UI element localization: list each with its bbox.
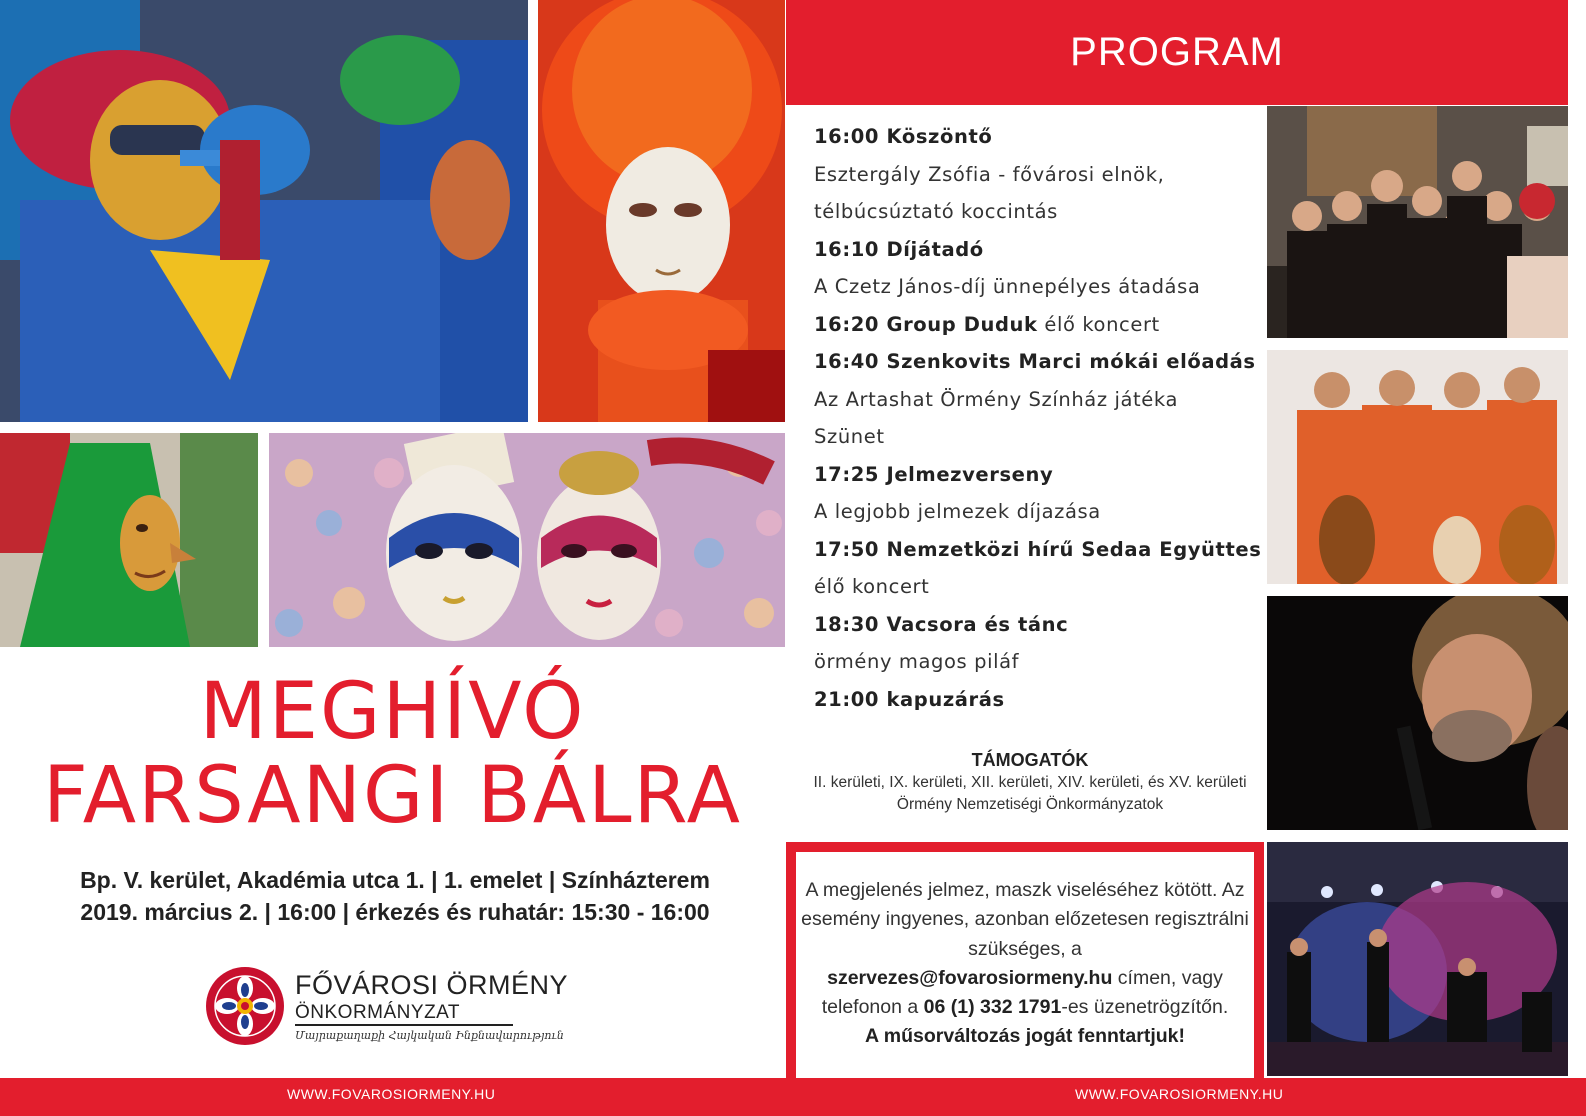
notice-paragraph-2: címen, vagy telefonon a (821, 966, 1223, 1019)
program-item (814, 681, 1254, 719)
registration-email-link[interactable]: szervezes@fovarosiormeny.hu (827, 966, 1113, 989)
program-item-detail: élő koncert (1037, 312, 1160, 336)
notice-box (786, 842, 1264, 1078)
sponsors-text: II. kerületi, IX. kerületi, XII. kerületi, XIV. kerületi, és XV. kerületi Örmény Nemzetiségi Önkormányzatok (813, 774, 1247, 813)
title-line-2: FARSANGI BÁLRA (43, 751, 742, 841)
invitation-title (0, 667, 785, 841)
program-header: PROGRAM (786, 0, 1568, 105)
notice-paragraph-1: A megjelenés jelmez, maszk viseléséhez kötött. Az esemény ingyenes, azonban előzetesen regisztrálni szükséges, a (801, 879, 1249, 960)
venue-address: Bp. V. kerület, Akadémia utca 1. | 1. emelet | Színházterem (80, 867, 710, 893)
sponsors-block (800, 750, 1260, 816)
title-line-1: MEGHÍVÓ (199, 667, 586, 757)
notice-paragraph-3: -es üzenetrögzítőn. (1061, 996, 1229, 1019)
program-item: A legjobb jelmezek díjazása (814, 500, 1101, 523)
organization-logo (205, 966, 605, 1050)
program-item: Az Artashat Örmény Színház játéka (814, 387, 1178, 411)
venetian-mask-costume-photo (538, 0, 785, 422)
footer-website-link-left[interactable]: WWW.FOVAROSIORMENY.HU (287, 1086, 496, 1102)
venue-date-time: 2019. március 2. | 16:00 | érkezés és ruhatár: 15:30 - 16:00 (80, 899, 710, 925)
program-item (814, 306, 1254, 344)
program-change-notice: A műsorváltozás jogát fenntartjuk! (865, 1025, 1185, 1048)
program-item: télbúcsúztató koccintás (814, 200, 1058, 223)
program-item (814, 231, 1254, 269)
registration-phone[interactable]: 06 (1) 332 1791 (923, 996, 1062, 1019)
program-item: örmény magos piláf (814, 650, 1020, 673)
program-item-heading: 16:10 Díjátadó (814, 237, 984, 261)
program-list (814, 118, 1262, 718)
group-selfie-photo (1267, 106, 1568, 338)
logo-name-line-2: ÖNKORMÁNYZAT (295, 1002, 461, 1023)
program-item (814, 118, 1254, 156)
program-item (814, 531, 1262, 569)
venue-info (0, 864, 790, 928)
program-item: élő koncert (814, 575, 930, 598)
logo-armenian-name: Մայրաքաղաքի Հայկական Ինքնավարություն (295, 1029, 564, 1042)
program-item-heading: 18:30 Vacsora és tánc (814, 612, 1069, 636)
logo-divider (295, 1024, 513, 1026)
program-item (814, 456, 1254, 494)
armenian-ornament-logo-icon (205, 966, 285, 1046)
footer-bar (0, 1078, 1586, 1116)
carnival-masks-confetti-photo (269, 433, 785, 647)
carnival-trumpeter-photo (0, 0, 528, 422)
program-item (814, 343, 1254, 381)
footer-website-link-right[interactable]: WWW.FOVAROSIORMENY.HU (1075, 1086, 1284, 1102)
band-orange-costumes-photo (1267, 350, 1568, 584)
clarinet-player-photo (1267, 596, 1568, 830)
stage-concert-photo (1267, 842, 1568, 1076)
program-item (814, 606, 1254, 644)
witch-mask-costume-photo (0, 433, 258, 647)
program-item-heading: 17:25 Jelmezverseny (814, 462, 1054, 486)
program-item: A Czetz János-díj ünnepélyes átadása (814, 275, 1201, 298)
program-item-heading: 17:50 Nemzetközi hírű Sedaa Együttes (814, 537, 1262, 561)
program-item: Szünet (814, 425, 885, 448)
program-item-heading: 21:00 kapuzárás (814, 687, 1005, 711)
program-item: Esztergály Zsófia - fővárosi elnök, (814, 162, 1165, 186)
sponsors-title: TÁMOGATÓK (971, 750, 1089, 770)
program-item-heading: 16:40 Szenkovits Marci mókái előadás (814, 350, 1256, 373)
program-item-heading: 16:00 Köszöntő (814, 125, 993, 148)
notice-text (796, 852, 1254, 1078)
logo-name-line-1: FŐVÁROSI ÖRMÉNY (295, 970, 569, 1000)
program-item-heading: 16:20 Group Duduk (814, 312, 1038, 336)
